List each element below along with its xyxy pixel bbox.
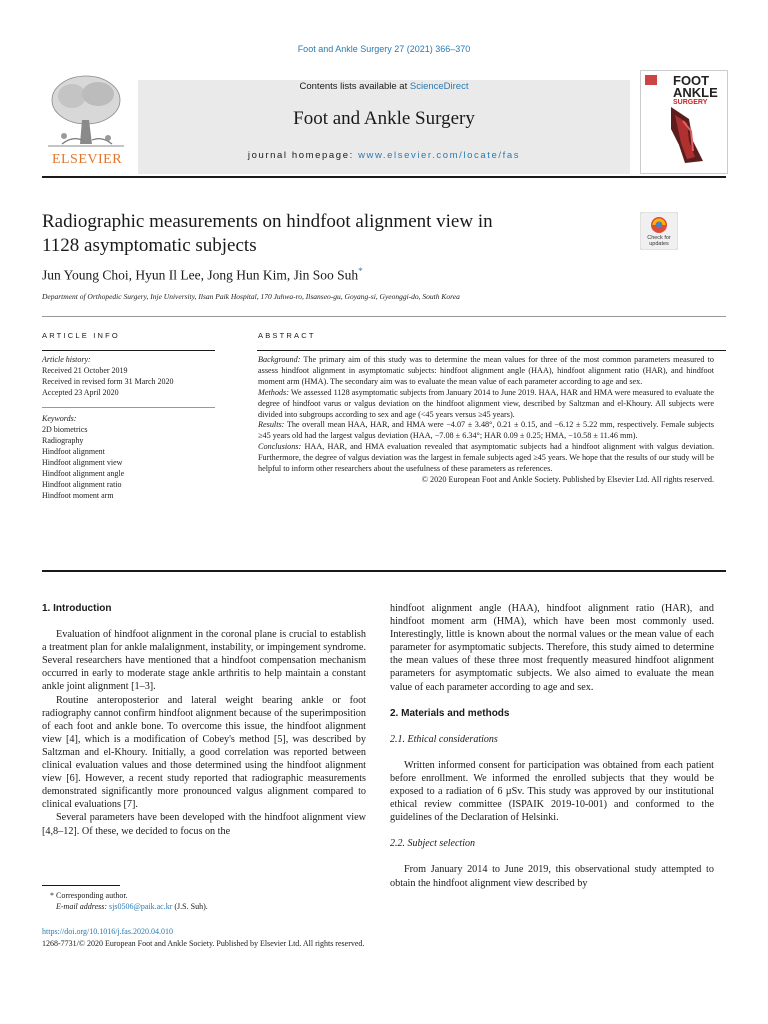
- conclusions-text: HAA, HAR, and HMA evaluation revealed that asymptomatic subjects had a hindfoot alignment with valgus deviation. Furthermore, the degree of valgus deviation was the largest in female subjects aged ≥45 years. We hope that the results of our study will be helpful to inform other researchers about the usefulness of these parameters as references.: [258, 442, 714, 474]
- footnote-rule: [42, 885, 120, 886]
- doi-block: [42, 926, 364, 950]
- cover-line2: ANKLE: [673, 85, 718, 100]
- background-text: The primary aim of this study was to determine the mean values for three of the most common parameters measured to assess hindfoot alignment in asymptomatic subjects: hindfoot alignment angle (HAA), hindfoot alignment ratio (HAR), and hindfoot moment arm (HMA). The secondary aim was to evaluate the mean value of each parameter according to age and sex.: [258, 355, 714, 386]
- spacer: [42, 615, 366, 628]
- affiliation-rule: [42, 316, 726, 317]
- journal-banner: [138, 80, 630, 174]
- article-title: [42, 210, 602, 258]
- article-history: [42, 354, 215, 398]
- conclusions-label: Conclusions:: [258, 442, 302, 452]
- crossmark-line2: updates: [649, 241, 669, 247]
- abstract-background: [258, 355, 714, 388]
- keyword-item: Hindfoot alignment view: [42, 458, 123, 467]
- elsevier-wordmark: ELSEVIER: [51, 152, 123, 167]
- body-column-left: [42, 602, 366, 838]
- keyword-item: Hindfoot moment arm: [42, 491, 114, 500]
- sciencedirect-link[interactable]: ScienceDirect: [409, 81, 469, 92]
- journal-title: Foot and Ankle Surgery: [293, 108, 475, 129]
- email-label: E-mail address:: [56, 902, 110, 911]
- contents-prefix: Contents lists available at: [299, 81, 410, 92]
- article-title-line1: Radiographic measurements on hindfoot alignment view in: [42, 211, 493, 232]
- spacer: [390, 694, 714, 707]
- selection-paragraph: From January 2014 to June 2019, this observational study attempted to obtain the hindfoot alignment view described by: [390, 864, 714, 889]
- keywords-list: [42, 413, 215, 501]
- email-footnote: [42, 901, 208, 912]
- keyword-item: Radiography: [42, 436, 84, 445]
- abstract-end-rule: [42, 570, 726, 572]
- abstract-conclusions: [258, 442, 714, 475]
- article-info-heading: ARTICLE INFO: [42, 331, 120, 340]
- intro-paragraph-3: Several parameters have been developed with the hindfoot alignment view [4,8–12]. Of these, we decided to focus on the: [42, 812, 366, 837]
- cover-line3: SURGERY: [673, 99, 708, 106]
- spacer: [390, 824, 714, 837]
- ethics-heading: 2.1. Ethical considerations: [390, 733, 498, 745]
- keyword-item: 2D biometrics: [42, 425, 88, 434]
- keywords-rule: [42, 407, 215, 408]
- abstract-body: [258, 355, 714, 486]
- intro-paragraph-2: Routine anteroposterior and lateral weight bearing ankle or foot radiography cannot confirm hindfoot alignment because of the superimposition of each foot and ankle bone. To overcome this issue, the hindfoot alignment view [4], which is a modification of Cobey's method [5], was described by Saltzman and el-Khoury. Initially, a good correlation was reported between clinical evaluation values and those determined using the hindfoot alignment view [6]. However, a recent study reported that radiographic measurements demonstrated significantly more pronounced valgus alignment compared to clinical evaluations [7].: [42, 694, 366, 811]
- article-info-rule: [42, 350, 215, 351]
- history-revised: Received in revised form 31 March 2020: [42, 377, 174, 386]
- header-rule: [42, 176, 726, 178]
- contents-availability: [138, 80, 630, 94]
- email-suffix: (J.S. Suh).: [172, 902, 208, 911]
- background-label: Background:: [258, 355, 301, 364]
- keyword-item: Hindfoot alignment angle: [42, 469, 125, 478]
- authors-text: Jun Young Choi, Hyun Il Lee, Jong Hun Kim, Jin Soo Suh: [42, 267, 359, 283]
- cover-line1: FOOT: [673, 73, 710, 88]
- intro-paragraph-1: Evaluation of hindfoot alignment in the coronal plane is crucial to establish a treatment plan for ankle malalignment, instability, or impingement syndrome. Several researchers have mentioned that a hindfoot compensation mechanism occurred in early to moderate stage ankle arthritis to help maintain a constant ankle joint alignment [1–3].: [42, 629, 366, 693]
- right-paragraph-1: hindfoot alignment angle (HAA), hindfoot alignment ratio (HAR), and hindfoot moment arm (HMA), which have been most commonly used. Interestingly, little is known about the normal values or the mean value of each parameter for asymptomatic subjects. Therefore, this study aimed to determine the mean values of these three most frequently measured hindfoot alignment parameters for asymptomatic subjects. We also aimed to evaluate the mean value of each parameter according to age and sex.: [390, 603, 714, 693]
- results-text: The overall mean HAA, HAR, and HMA were −4.07 ± 3.48°, 0.21 ± 0.15, and −6.12 ± 5.22 mm, respectively. Female subjects ≥45 years old had the largest valgus deviation (HAA, −7.08 ± 6.34°; HAR 0.09 ± 0.25; HMA, −10.58 ± 11.46 mm).: [258, 420, 714, 441]
- check-for-updates-badge[interactable]: [640, 212, 678, 250]
- homepage-link[interactable]: www.elsevier.com/locate/fas: [358, 150, 521, 161]
- history-label: Article history:: [42, 355, 91, 364]
- abstract-methods: [258, 388, 714, 421]
- spacer: [390, 850, 714, 863]
- keyword-item: Hindfoot alignment ratio: [42, 480, 122, 489]
- abstract-heading: ABSTRACT: [258, 331, 316, 340]
- keyword-item: Hindfoot alignment: [42, 447, 105, 456]
- methods-heading: 2. Materials and methods: [390, 707, 510, 719]
- elsevier-tree-icon: [42, 70, 130, 152]
- methods-label: Methods:: [258, 387, 289, 397]
- journal-homepage: [138, 150, 630, 161]
- footnotes: [42, 890, 208, 912]
- journal-citation[interactable]: Foot and Ankle Surgery 27 (2021) 366–370: [297, 44, 471, 54]
- crossmark-line1: Check for: [647, 235, 671, 241]
- cover-title: [673, 75, 718, 107]
- email-link[interactable]: sjs0506@paik.ac.kr: [109, 902, 173, 911]
- article-title-line2: 1128 asymptomatic subjects: [42, 235, 257, 256]
- abstract-copyright: © 2020 European Foot and Ankle Society. Published by Elsevier Ltd. All rights reserved.: [421, 474, 714, 484]
- journal-header: [42, 70, 726, 174]
- corresponding-footnote: * Corresponding author.: [50, 891, 128, 900]
- ethics-paragraph: Written informed consent for participation was obtained from each patient before enrollment. We informed the enrolled subjects that they would be exposed to a radiation of 6 µSv. This study was approved by our institutional ethical review committee (ISPAIK 2019-10-001) and conformed to the guidelines of the Declaration of Helsinki.: [390, 759, 714, 824]
- affiliation: Department of Orthopedic Surgery, Inje University, Ilsan Paik Hospital, 170 Juhwa-ro, Ilsanseo-gu, Goyang-si, Gyeonggi-do, South Korea: [42, 292, 460, 301]
- selection-heading: 2.2. Subject selection: [390, 838, 475, 850]
- abstract-rule: [257, 350, 726, 351]
- author-list: [42, 266, 363, 284]
- spacer: [390, 720, 714, 733]
- crossmark-label: [640, 235, 678, 247]
- keywords-label: Keywords:: [42, 414, 77, 423]
- homepage-prefix: journal homepage:: [247, 150, 359, 161]
- methods-text: We assessed 1128 asymptomatic subjects from January 2014 to June 2019. HAA, HAR and HMA were measured to evaluate the degree of hindfoot varus or valgus deviation on the hindfoot alignment view, described by Saltzman and el-Khoury. All subjects were divided into subgroups according to sex and age (<45 years versus ≥45 years).: [258, 387, 714, 419]
- intro-heading: 1. Introduction: [42, 603, 112, 614]
- elsevier-logo: [42, 70, 130, 170]
- body-column-right: [390, 602, 714, 890]
- history-accepted: Accepted 23 April 2020: [42, 388, 119, 397]
- results-label: Results:: [258, 420, 285, 430]
- corresponding-author-mark[interactable]: *: [358, 266, 363, 276]
- abstract-results: [258, 420, 714, 442]
- history-received: Received 21 October 2019: [42, 366, 128, 375]
- doi-link[interactable]: https://doi.org/10.1016/j.fas.2020.04.010: [42, 927, 173, 936]
- spacer: [390, 746, 714, 759]
- rights-line: 1268-7731/© 2020 European Foot and Ankle Society. Published by Elsevier Ltd. All rights reserved.: [42, 939, 365, 948]
- journal-cover[interactable]: [640, 70, 728, 174]
